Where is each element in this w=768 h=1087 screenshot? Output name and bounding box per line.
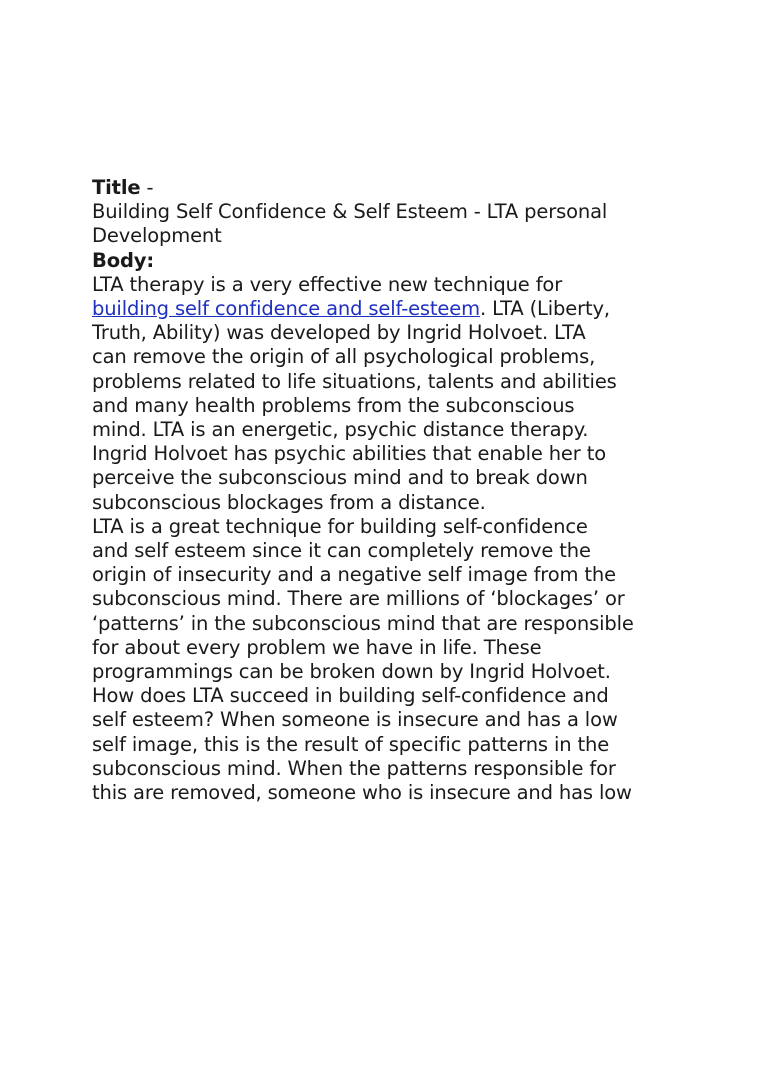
paragraph-text: . LTA (Liberty, xyxy=(479,297,610,321)
paragraph-line: Ingrid Holvoet has psychic abilities that enable her to xyxy=(92,442,606,466)
document-title-line: Development xyxy=(92,224,222,248)
paragraph-line: programmings can be broken down by Ingrid Holvoet. xyxy=(92,660,611,684)
paragraph-line: subconscious blockages from a distance. xyxy=(92,490,486,514)
paragraph-line xyxy=(92,297,692,321)
paragraph-line: LTA therapy is a very effective new technique for xyxy=(92,272,563,296)
document-title-line: Building Self Confidence & Self Esteem - LTA personal xyxy=(92,200,608,224)
paragraph-line: subconscious mind. There are millions of ‘blockages’ or xyxy=(92,587,625,611)
paragraph-4 xyxy=(92,684,692,805)
paragraph-line: ‘patterns’ in the subconscious mind that are responsible xyxy=(92,611,634,635)
body-heading: Body: xyxy=(92,248,154,272)
paragraph-line: subconscious mind. When the patterns responsible for xyxy=(92,756,616,780)
paragraph-line: Truth, Ability) was developed by Ingrid Holvoet. LTA xyxy=(92,321,586,345)
paragraph-line: and many health problems from the subconscious xyxy=(92,393,575,417)
paragraph-line: self image, this is the result of specific patterns in the xyxy=(92,732,610,756)
document-title xyxy=(92,200,692,248)
title-heading xyxy=(92,176,692,200)
paragraph-line: LTA is a great technique for building self-confidence xyxy=(92,514,588,538)
paragraph-line: mind. LTA is an energetic, psychic distance therapy. xyxy=(92,418,589,442)
paragraph-1 xyxy=(92,273,692,442)
paragraph-3 xyxy=(92,515,692,684)
paragraph-2 xyxy=(92,442,692,515)
paragraph-line: origin of insecurity and a negative self image from the xyxy=(92,563,616,587)
paragraph-line: can remove the origin of all psychological problems, xyxy=(92,345,596,369)
paragraph-line: perceive the subconscious mind and to break down xyxy=(92,466,588,490)
title-label: Title xyxy=(92,176,141,199)
paragraph-line: self esteem? When someone is insecure and has a low xyxy=(92,708,618,732)
paragraph-line: problems related to life situations, talents and abilities xyxy=(92,369,617,393)
paragraph-line: and self esteem since it can completely remove the xyxy=(92,539,591,563)
paragraph-line: this are removed, someone who is insecure and has low xyxy=(92,781,632,805)
document-content xyxy=(92,176,692,805)
self-confidence-link[interactable]: building self confidence and self-esteem xyxy=(92,297,480,321)
paragraph-line: How does LTA succeed in building self-confidence and xyxy=(92,684,609,708)
title-separator: - xyxy=(140,176,154,199)
paragraph-line: for about every problem we have in life. These xyxy=(92,635,542,659)
